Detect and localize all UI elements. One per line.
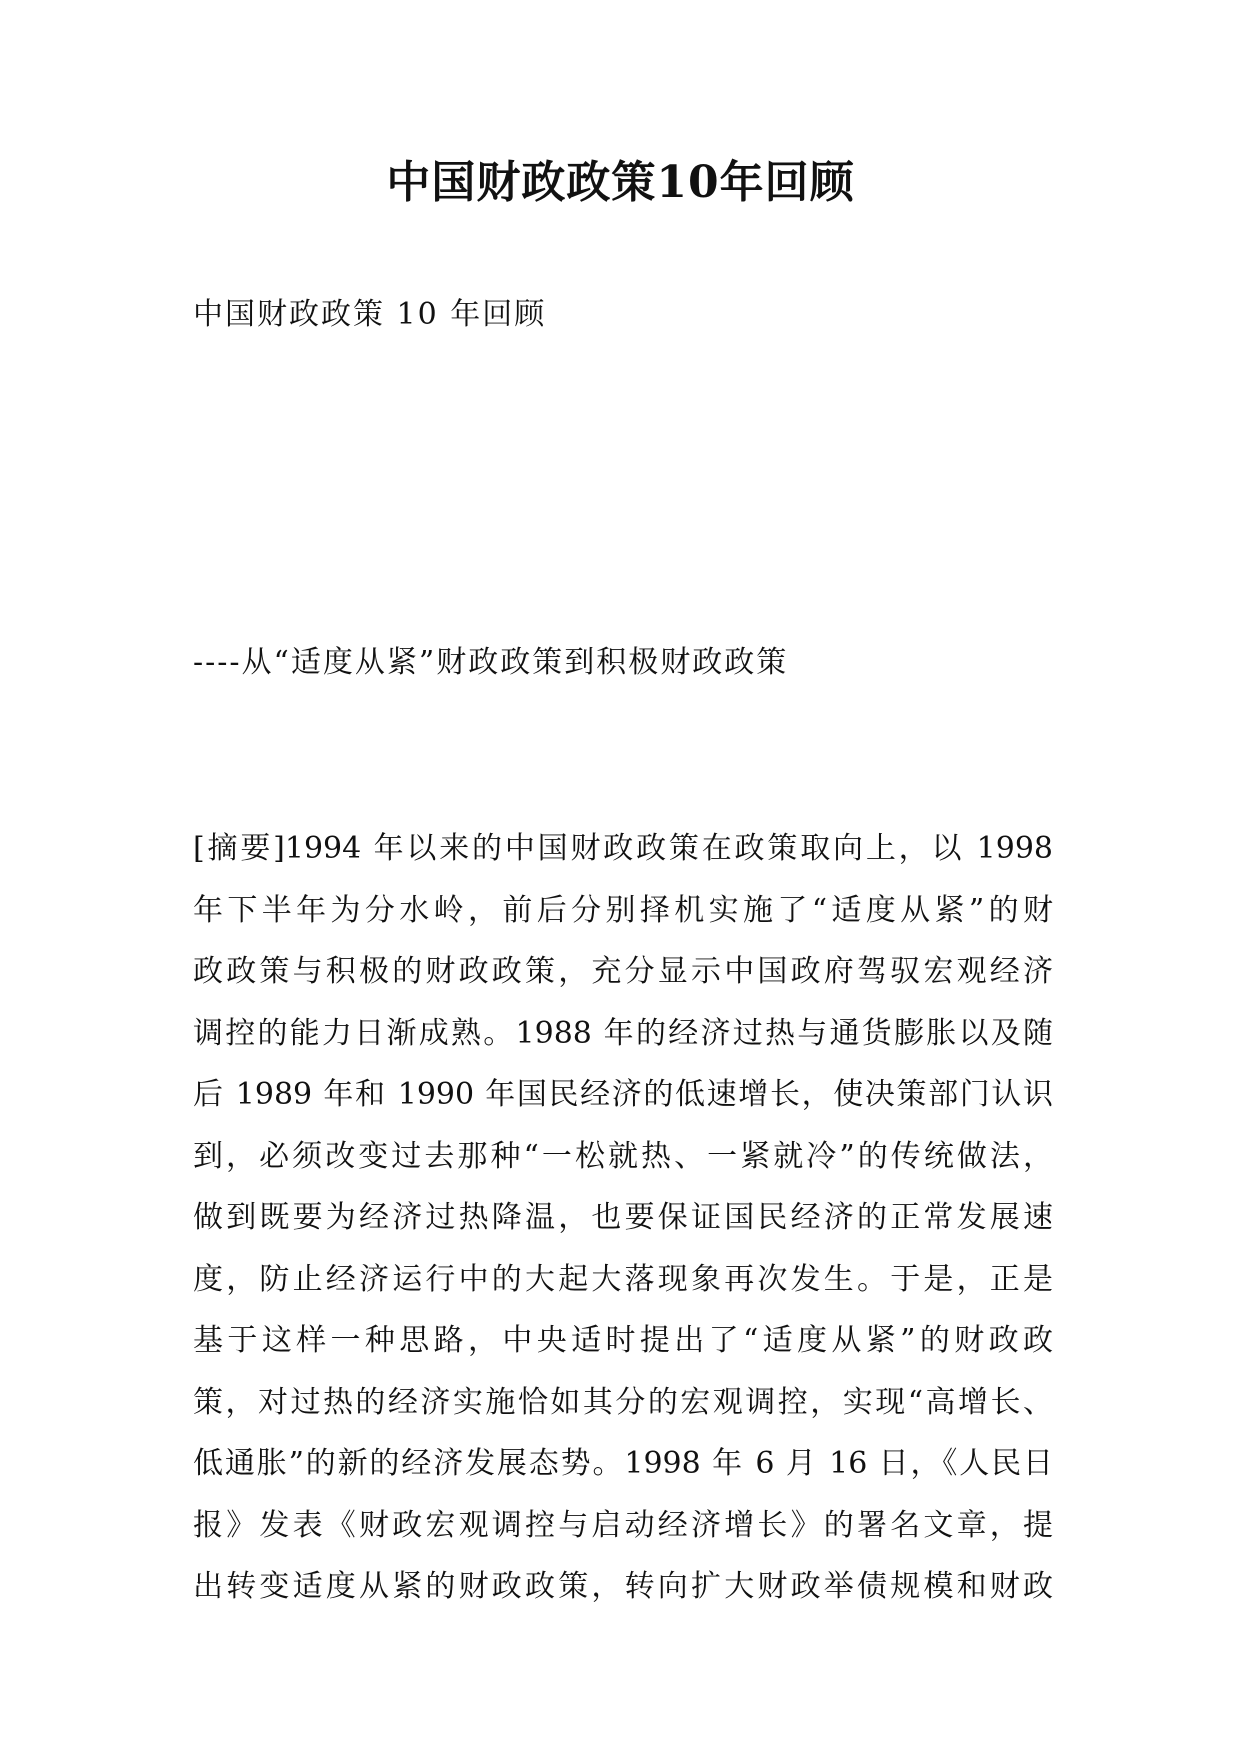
abstract-line: 出转变适度从紧的财政政策，转向扩大财政举债规模和财政: [193, 1569, 1053, 1604]
document-tagline: ----从“适度从紧”财政政策到积极财政政策: [193, 645, 789, 680]
document-title: 中国财政政策10年回顾: [386, 157, 855, 208]
abstract-line: 调控的能力日渐成熟。1988 年的经济过热与通货膨胀以及随: [193, 1015, 1053, 1051]
abstract-line: 策，对过热的经济实施恰如其分的宏观调控，实现“高增长、: [193, 1384, 1053, 1420]
abstract-line: 基于这样一种思路，中央适时提出了“适度从紧”的财政政: [193, 1323, 1053, 1358]
abstract-line: 做到既要为经济过热降温，也要保证国民经济的正常发展速: [193, 1200, 1053, 1235]
abstract-line: 到，必须改变过去那种“一松就热、一紧就冷”的传统做法，: [193, 1138, 1053, 1174]
abstract-line: 度，防止经济运行中的大起大落现象再次发生。于是，正是: [193, 1261, 1053, 1297]
abstract-line: 年下半年为分水岭，前后分别择机实施了“适度从紧”的财: [193, 892, 1053, 928]
abstract-line: 低通胀”的新的经济发展态势。1998 年 6 月 16 日，《人民日: [193, 1446, 1053, 1481]
document-subtitle: 中国财政政策 10 年回顾: [193, 297, 547, 332]
abstract-line: 政政策与积极的财政政策，充分显示中国政府驾驭宏观经济: [193, 954, 1053, 989]
abstract-paragraph: [193, 818, 1053, 1618]
abstract-line: 后 1989 年和 1990 年国民经济的低速增长，使决策部门认识: [193, 1077, 1053, 1112]
abstract-line: 报》发表《财政宏观调控与启动经济增长》的署名文章，提: [193, 1507, 1053, 1543]
abstract-line: [摘要]1994 年以来的中国财政政策在政策取向上，以 1998: [193, 831, 1053, 866]
